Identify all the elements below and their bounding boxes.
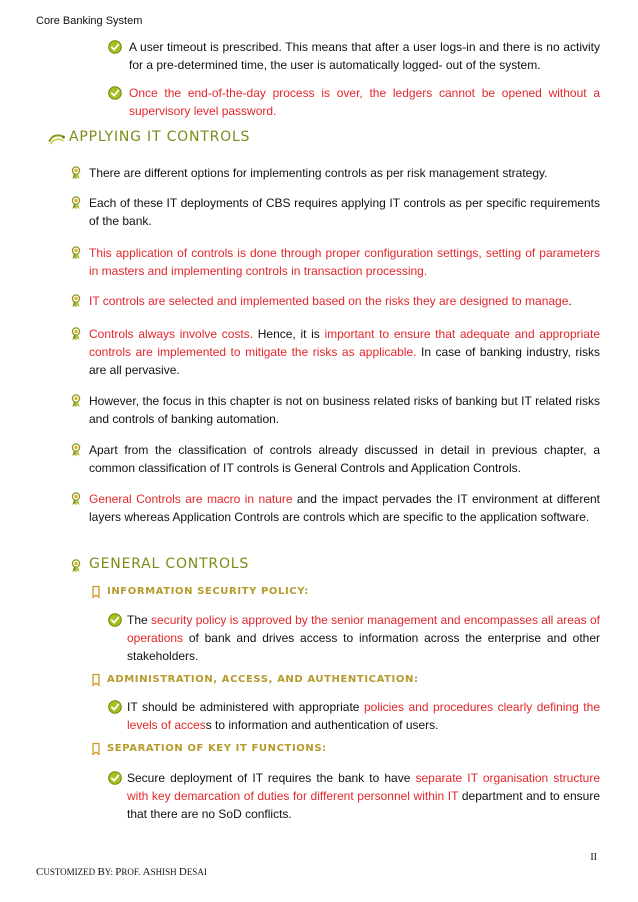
subsection-title-security-policy: INFORMATION SECURITY POLICY: [107, 586, 309, 597]
check-icon [108, 700, 122, 714]
section-title: APPLYING IT CONTROLS [69, 129, 251, 145]
plain-text: Hence, it is [253, 327, 325, 341]
footer-text: ESAI [186, 867, 207, 877]
footer-text: USTOMIZED [43, 867, 98, 877]
ribbon-icon [70, 443, 82, 457]
page-number: II [590, 852, 597, 863]
running-header: Core Banking System [36, 15, 143, 27]
bullet-classification: Apart from the classification of controls already discussed in detail in previous chapter, a common classification of IT controls is General Controls and Application Controls. [89, 443, 600, 475]
footer-text: B [97, 866, 105, 878]
plain-text: The [127, 613, 152, 627]
highlight-text: policies and procedures clearly defining the levels of acces [127, 700, 600, 732]
footer-text: Y: [104, 867, 116, 877]
subsection-title-administration: ADMINISTRATION, ACCESS, AND AUTHENTICATION: [107, 674, 419, 685]
footer-text: D [178, 866, 187, 878]
ribbon-icon [70, 166, 82, 180]
swirl-icon [48, 132, 66, 146]
bookmark-icon [91, 585, 101, 599]
plain-text: and the impact pervades the IT environment at different layers whereas Application Controls are controls which are specific to the application software. [89, 492, 601, 524]
highlight-text: General Controls are macro in nature [89, 492, 293, 506]
administration-item [127, 698, 600, 734]
plain-text: . [568, 294, 572, 308]
footer-text: P [115, 866, 122, 878]
bullet-options: There are different options for implementing controls as per risk management strategy. [89, 166, 548, 180]
ribbon-icon [70, 294, 82, 308]
ribbon-icon [70, 196, 82, 210]
separation-item [127, 769, 600, 823]
timeout-item: A user timeout is prescribed. This means that after a user logs-in and there is no activity for a pre-determined time, the user is automatically logged- out of the system. [129, 40, 600, 72]
footer-text: SHISH [150, 867, 179, 877]
footer-text: C [36, 866, 44, 878]
ribbon-icon [70, 559, 82, 573]
bullet-selected [89, 292, 600, 310]
bookmark-icon [91, 742, 101, 756]
ribbon-icon [70, 394, 82, 408]
highlight-text: IT controls are selected and implemented based on the risks they are designed to manage [89, 294, 569, 308]
plain-text: s to information and authentication of users. [205, 718, 439, 732]
plain-text: IT should be administered with appropriate [127, 700, 364, 714]
footer-credit [36, 866, 207, 878]
check-icon [108, 613, 122, 627]
general-controls-title: GENERAL CONTROLS [89, 556, 250, 572]
highlight-text: separate IT organisation structure with key demarcation of duties for different personnel within IT [127, 771, 601, 803]
check-icon [108, 40, 122, 54]
bullet-deployments: Each of these IT deployments of CBS requires applying IT controls as per specific requirements of the bank. [89, 196, 600, 228]
highlight-text: Controls always involve costs. [89, 327, 254, 341]
plain-text: In case of banking industry, risks are all pervasive. [89, 345, 601, 377]
bullet-focus: However, the focus in this chapter is not on business related risks of banking but IT related risks and controls of banking automation. [89, 394, 600, 426]
security-policy-item [127, 611, 600, 665]
eod-item: Once the end-of-the-day process is over, the ledgers cannot be opened without a supervisory level password. [129, 86, 600, 118]
footer-text: ROF. [121, 867, 143, 877]
check-icon [108, 771, 122, 785]
footer-text: A [142, 866, 151, 878]
ribbon-icon [70, 492, 82, 506]
bullet-costs [89, 325, 600, 379]
bookmark-icon [91, 673, 101, 687]
ribbon-icon [70, 327, 82, 341]
highlight-text: important to ensure that adequate and appropriate controls are implemented to mitigate the risks as applicable. [89, 327, 600, 359]
ribbon-icon [70, 246, 82, 260]
check-icon [108, 86, 122, 100]
plain-text: department and to ensure that there are no SoD conflicts. [127, 789, 601, 821]
bullet-general-macro [89, 490, 600, 526]
plain-text: Secure deployment of IT requires the bank to have [127, 771, 416, 785]
plain-text: of bank and drives access to information across the enterprise and other stakeholders. [127, 631, 600, 663]
bullet-application: This application of controls is done through proper configuration settings, setting of parameters in masters and implementing controls in transaction processing. [89, 246, 600, 278]
subsection-title-separation: SEPARATION OF KEY IT FUNCTIONS: [107, 743, 327, 754]
highlight-text: security policy is approved by the senior management and encompasses all areas of operations [127, 613, 600, 645]
